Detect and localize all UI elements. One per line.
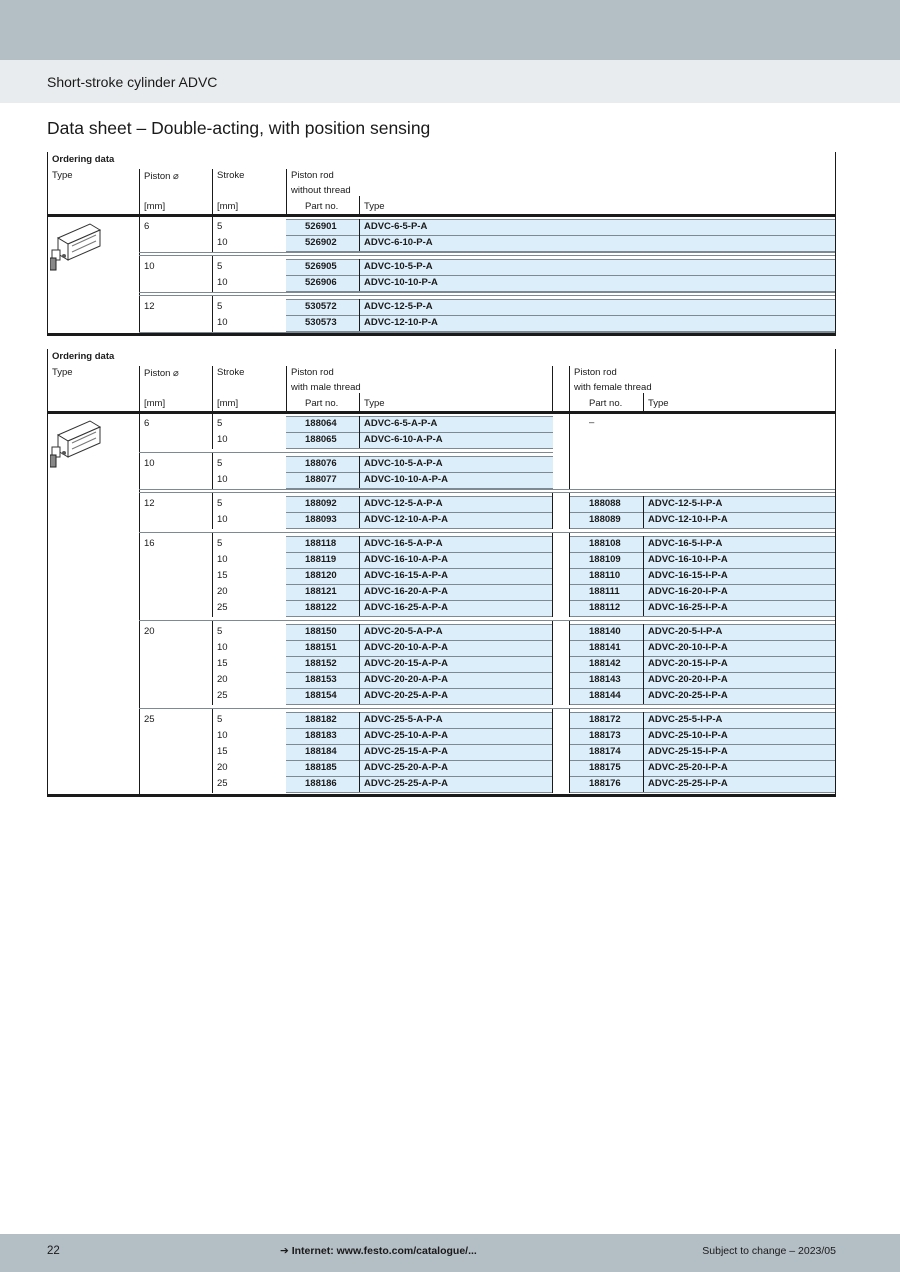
col-divider [552,533,553,617]
type-code-male: ADVC-20-15-A-P-A [364,658,448,669]
col-divider [359,688,360,704]
part-number-female: 188088 [589,498,621,509]
col-divider [569,621,570,705]
type-code-male: ADVC-10-5-A-P-A [364,458,443,469]
stroke-value: 15 [217,570,228,581]
unit-piston: [mm] [144,398,166,409]
col-divider [643,640,644,656]
col-header-rod-male: Piston rod [291,367,334,378]
col-divider [212,256,213,292]
col-divider [359,472,360,488]
cylinder-picture [50,417,104,474]
stroke-value: 10 [217,554,228,565]
type-code-female: ADVC-25-25-I-P-A [648,778,728,789]
type-code-female: ADVC-20-5-I-P-A [648,626,723,637]
col-header-typename-female: Type [648,398,669,409]
part-number: 526906 [305,277,337,288]
type-code: ADVC-12-10-P-A [364,317,438,328]
stroke-value: 10 [217,277,228,288]
col-divider [359,672,360,688]
part-number-male: 188093 [305,514,337,525]
cylinder-picture [50,220,104,277]
part-number-female: 188141 [589,642,621,653]
col-divider [552,621,553,705]
stroke-value: 5 [217,301,223,312]
stroke-value: 5 [217,221,223,232]
type-code-male: ADVC-25-25-A-P-A [364,778,448,789]
stroke-value: 5 [217,714,223,725]
part-number-male: 188183 [305,730,337,741]
piston-diameter: 16 [144,538,155,549]
col-header-rod-variant: without thread [291,185,351,196]
type-code-male: ADVC-25-10-A-P-A [364,730,448,741]
part-number-female: 188109 [589,554,621,565]
part-number-male: 188121 [305,586,337,597]
part-number-male: 188064 [305,418,337,429]
stroke-value: 5 [217,261,223,272]
col-header-stroke: Stroke [217,170,245,181]
part-number-female: 188110 [589,570,621,581]
col-divider [359,728,360,744]
type-code: ADVC-10-5-P-A [364,261,433,272]
col-header-typename: Type [364,201,385,212]
col-header-piston: Piston ⌀ [144,368,179,379]
col-header-type: Type [52,367,73,378]
col-divider [569,533,570,617]
col-divider [643,656,644,672]
stroke-value: 25 [217,778,228,789]
type-code-female: ADVC-25-5-I-P-A [648,714,723,725]
col-divider [359,432,360,448]
col-divider [643,584,644,600]
piston-diameter: 10 [144,458,155,469]
part-number-male: 188076 [305,458,337,469]
type-code-male: ADVC-6-10-A-P-A [364,434,443,445]
col-divider [212,216,213,252]
stroke-value: 10 [217,474,228,485]
part-number-female: 188175 [589,762,621,773]
col-divider [359,776,360,792]
stroke-value: 5 [217,418,223,429]
col-divider [359,416,360,432]
ordering-table-threaded [47,349,836,799]
part-number-male: 188186 [305,778,337,789]
piston-diameter: 6 [144,221,150,232]
part-number-male: 188151 [305,642,337,653]
type-code-female: ADVC-16-25-I-P-A [648,602,728,613]
col-divider [552,493,553,529]
col-header-piston: Piston ⌀ [144,171,179,182]
group-separator [139,532,835,533]
piston-diameter: 6 [144,418,150,429]
col-header-type: Type [52,170,73,181]
col-divider [212,296,213,332]
type-code-female: ADVC-20-15-I-P-A [648,658,728,669]
col-divider [552,709,553,793]
col-divider [212,533,213,617]
col-divider [359,712,360,728]
group-separator [139,489,835,490]
col-divider [359,552,360,568]
stroke-value: 5 [217,538,223,549]
section-label: Ordering data [52,351,115,362]
stroke-value: 20 [217,586,228,597]
type-code-male: ADVC-16-20-A-P-A [364,586,448,597]
col-header-rod-male-variant: with male thread [291,382,361,393]
type-code-male: ADVC-20-20-A-P-A [364,674,448,685]
type-code: ADVC-10-10-P-A [364,277,438,288]
col-divider [359,536,360,552]
piston-diameter: 10 [144,261,155,272]
stroke-value: 10 [217,642,228,653]
group-separator [139,492,835,493]
unit-stroke: [mm] [217,201,239,212]
col-divider [359,760,360,776]
part-number-female: 188112 [589,602,621,613]
col-divider [359,299,360,315]
section-label: Ordering data [52,154,115,165]
col-header-rod: Piston rod [291,170,334,181]
part-number-male: 188120 [305,570,337,581]
part-number-female: 188172 [589,714,621,725]
type-code-male: ADVC-25-15-A-P-A [364,746,448,757]
col-divider [643,776,644,792]
type-code-male: ADVC-16-5-A-P-A [364,538,443,549]
type-code-female: ADVC-12-10-I-P-A [648,514,728,525]
col-header-partno: Part no. [305,201,339,212]
col-divider [643,760,644,776]
type-code-male: ADVC-6-5-A-P-A [364,418,438,429]
stroke-value: 15 [217,658,228,669]
col-divider [643,744,644,760]
col-divider [643,552,644,568]
type-code-male: ADVC-16-15-A-P-A [364,570,448,581]
piston-diameter: 20 [144,626,155,637]
type-code: ADVC-6-5-P-A [364,221,428,232]
part-number-female: 188174 [589,746,621,757]
type-code: ADVC-6-10-P-A [364,237,433,248]
group-separator [139,255,835,256]
part-number-female: 188142 [589,658,621,669]
part-number-male: 188092 [305,498,337,509]
col-divider [212,453,213,489]
group-separator [139,295,835,296]
type-code-male: ADVC-20-10-A-P-A [364,642,448,653]
type-code-male: ADVC-10-10-A-P-A [364,474,448,485]
col-divider [643,688,644,704]
col-divider [359,456,360,472]
type-code-male: ADVC-25-20-A-P-A [364,762,448,773]
page-number: 22 [47,1245,60,1257]
col-divider [359,315,360,331]
part-number-female: 188111 [589,586,620,597]
col-divider [643,728,644,744]
type-code-female: ADVC-25-15-I-P-A [648,746,728,757]
part-number: 530572 [305,301,337,312]
part-number-male: 188118 [305,538,337,549]
col-divider [359,219,360,235]
unit-stroke: [mm] [217,398,239,409]
col-divider [569,493,570,529]
type-code: ADVC-12-5-P-A [364,301,433,312]
type-code-female: ADVC-20-20-I-P-A [648,674,728,685]
col-divider [359,744,360,760]
col-divider [643,536,644,552]
part-number-female: 188176 [589,778,621,789]
col-header-stroke: Stroke [217,367,245,378]
col-divider [643,512,644,528]
col-divider [359,656,360,672]
part-number: 526901 [305,221,337,232]
col-header-partno-male: Part no. [305,398,339,409]
col-header-partno-female: Part no. [589,398,623,409]
part-number-male: 188122 [305,602,337,613]
col-divider [359,235,360,251]
part-number-male: 188119 [305,554,337,565]
part-number-female: 188140 [589,626,621,637]
col-divider [643,600,644,616]
stroke-value: 25 [217,690,228,701]
stroke-value: 15 [217,746,228,757]
type-code-female: ADVC-16-15-I-P-A [648,570,728,581]
ordering-table-without-thread [47,152,836,337]
stroke-value: 10 [217,730,228,741]
type-code-male: ADVC-12-5-A-P-A [364,498,443,509]
top-color-band [0,0,900,60]
type-code-male: ADVC-12-10-A-P-A [364,514,448,525]
type-code-male: ADVC-20-25-A-P-A [364,690,448,701]
stroke-value: 10 [217,434,228,445]
catalogue-link[interactable]: ➔ Internet: www.festo.com/catalogue/... [280,1245,477,1257]
col-divider [212,493,213,529]
group-separator [139,252,835,253]
part-number-female: 188143 [589,674,621,685]
part-number-female: 188089 [589,514,621,525]
piston-diameter: 12 [144,301,155,312]
type-code-male: ADVC-16-25-A-P-A [364,602,448,613]
type-code-female: ADVC-25-10-I-P-A [648,730,728,741]
type-code-male: ADVC-20-5-A-P-A [364,626,443,637]
part-number-female: 188108 [589,538,621,549]
type-code-male: ADVC-16-10-A-P-A [364,554,448,565]
col-divider [359,275,360,291]
stroke-value: 10 [217,317,228,328]
part-number-male: 188077 [305,474,337,485]
col-divider [212,709,213,793]
group-separator [139,620,835,621]
col-divider [643,568,644,584]
stroke-value: 20 [217,762,228,773]
part-number-female: 188173 [589,730,621,741]
type-code-female: ADVC-16-10-I-P-A [648,554,728,565]
part-number-male: 188185 [305,762,337,773]
col-divider [359,259,360,275]
part-number-male: 188154 [305,690,337,701]
part-number-male: 188153 [305,674,337,685]
part-number-male: 188184 [305,746,337,757]
col-divider [569,413,570,489]
type-code-female: ADVC-12-5-I-P-A [648,498,723,509]
col-divider [359,640,360,656]
col-divider [212,413,213,449]
not-available-dash: – [589,417,595,428]
type-code-female: ADVC-16-5-I-P-A [648,538,723,549]
type-code-male: ADVC-25-5-A-P-A [364,714,443,725]
col-divider [359,496,360,512]
type-code-female: ADVC-25-20-I-P-A [648,762,728,773]
part-number-female: 188144 [589,690,621,701]
page-title: Data sheet – Double-acting, with position sensing [47,118,431,138]
col-divider [359,568,360,584]
col-divider [359,512,360,528]
change-note: Subject to change – 2023/05 [702,1245,836,1257]
col-divider [643,496,644,512]
group-separator [139,452,553,453]
part-number-male: 188152 [305,658,337,669]
type-code-female: ADVC-20-25-I-P-A [648,690,728,701]
col-divider [643,672,644,688]
stroke-value: 20 [217,674,228,685]
col-divider [359,624,360,640]
stroke-value: 5 [217,626,223,637]
col-divider [359,584,360,600]
part-number-male: 188182 [305,714,337,725]
piston-diameter: 25 [144,714,155,725]
piston-diameter: 12 [144,498,155,509]
type-code-female: ADVC-16-20-I-P-A [648,586,728,597]
col-divider [212,621,213,705]
col-divider [643,624,644,640]
stroke-value: 10 [217,237,228,248]
col-header-rod-female-variant: with female thread [574,382,652,393]
group-separator [139,292,835,293]
col-divider [569,709,570,793]
header-title: Short-stroke cylinder ADVC [47,74,218,90]
part-number: 526905 [305,261,337,272]
part-number-male: 188150 [305,626,337,637]
part-number: 530573 [305,317,337,328]
part-number: 526902 [305,237,337,248]
group-separator [139,708,835,709]
part-number-male: 188065 [305,434,337,445]
stroke-value: 10 [217,514,228,525]
type-code-female: ADVC-20-10-I-P-A [648,642,728,653]
stroke-value: 5 [217,498,223,509]
stroke-value: 25 [217,602,228,613]
unit-piston: [mm] [144,201,166,212]
stroke-value: 5 [217,458,223,469]
col-divider [643,712,644,728]
col-header-rod-female: Piston rod [574,367,617,378]
col-header-typename-male: Type [364,398,385,409]
col-divider [359,600,360,616]
